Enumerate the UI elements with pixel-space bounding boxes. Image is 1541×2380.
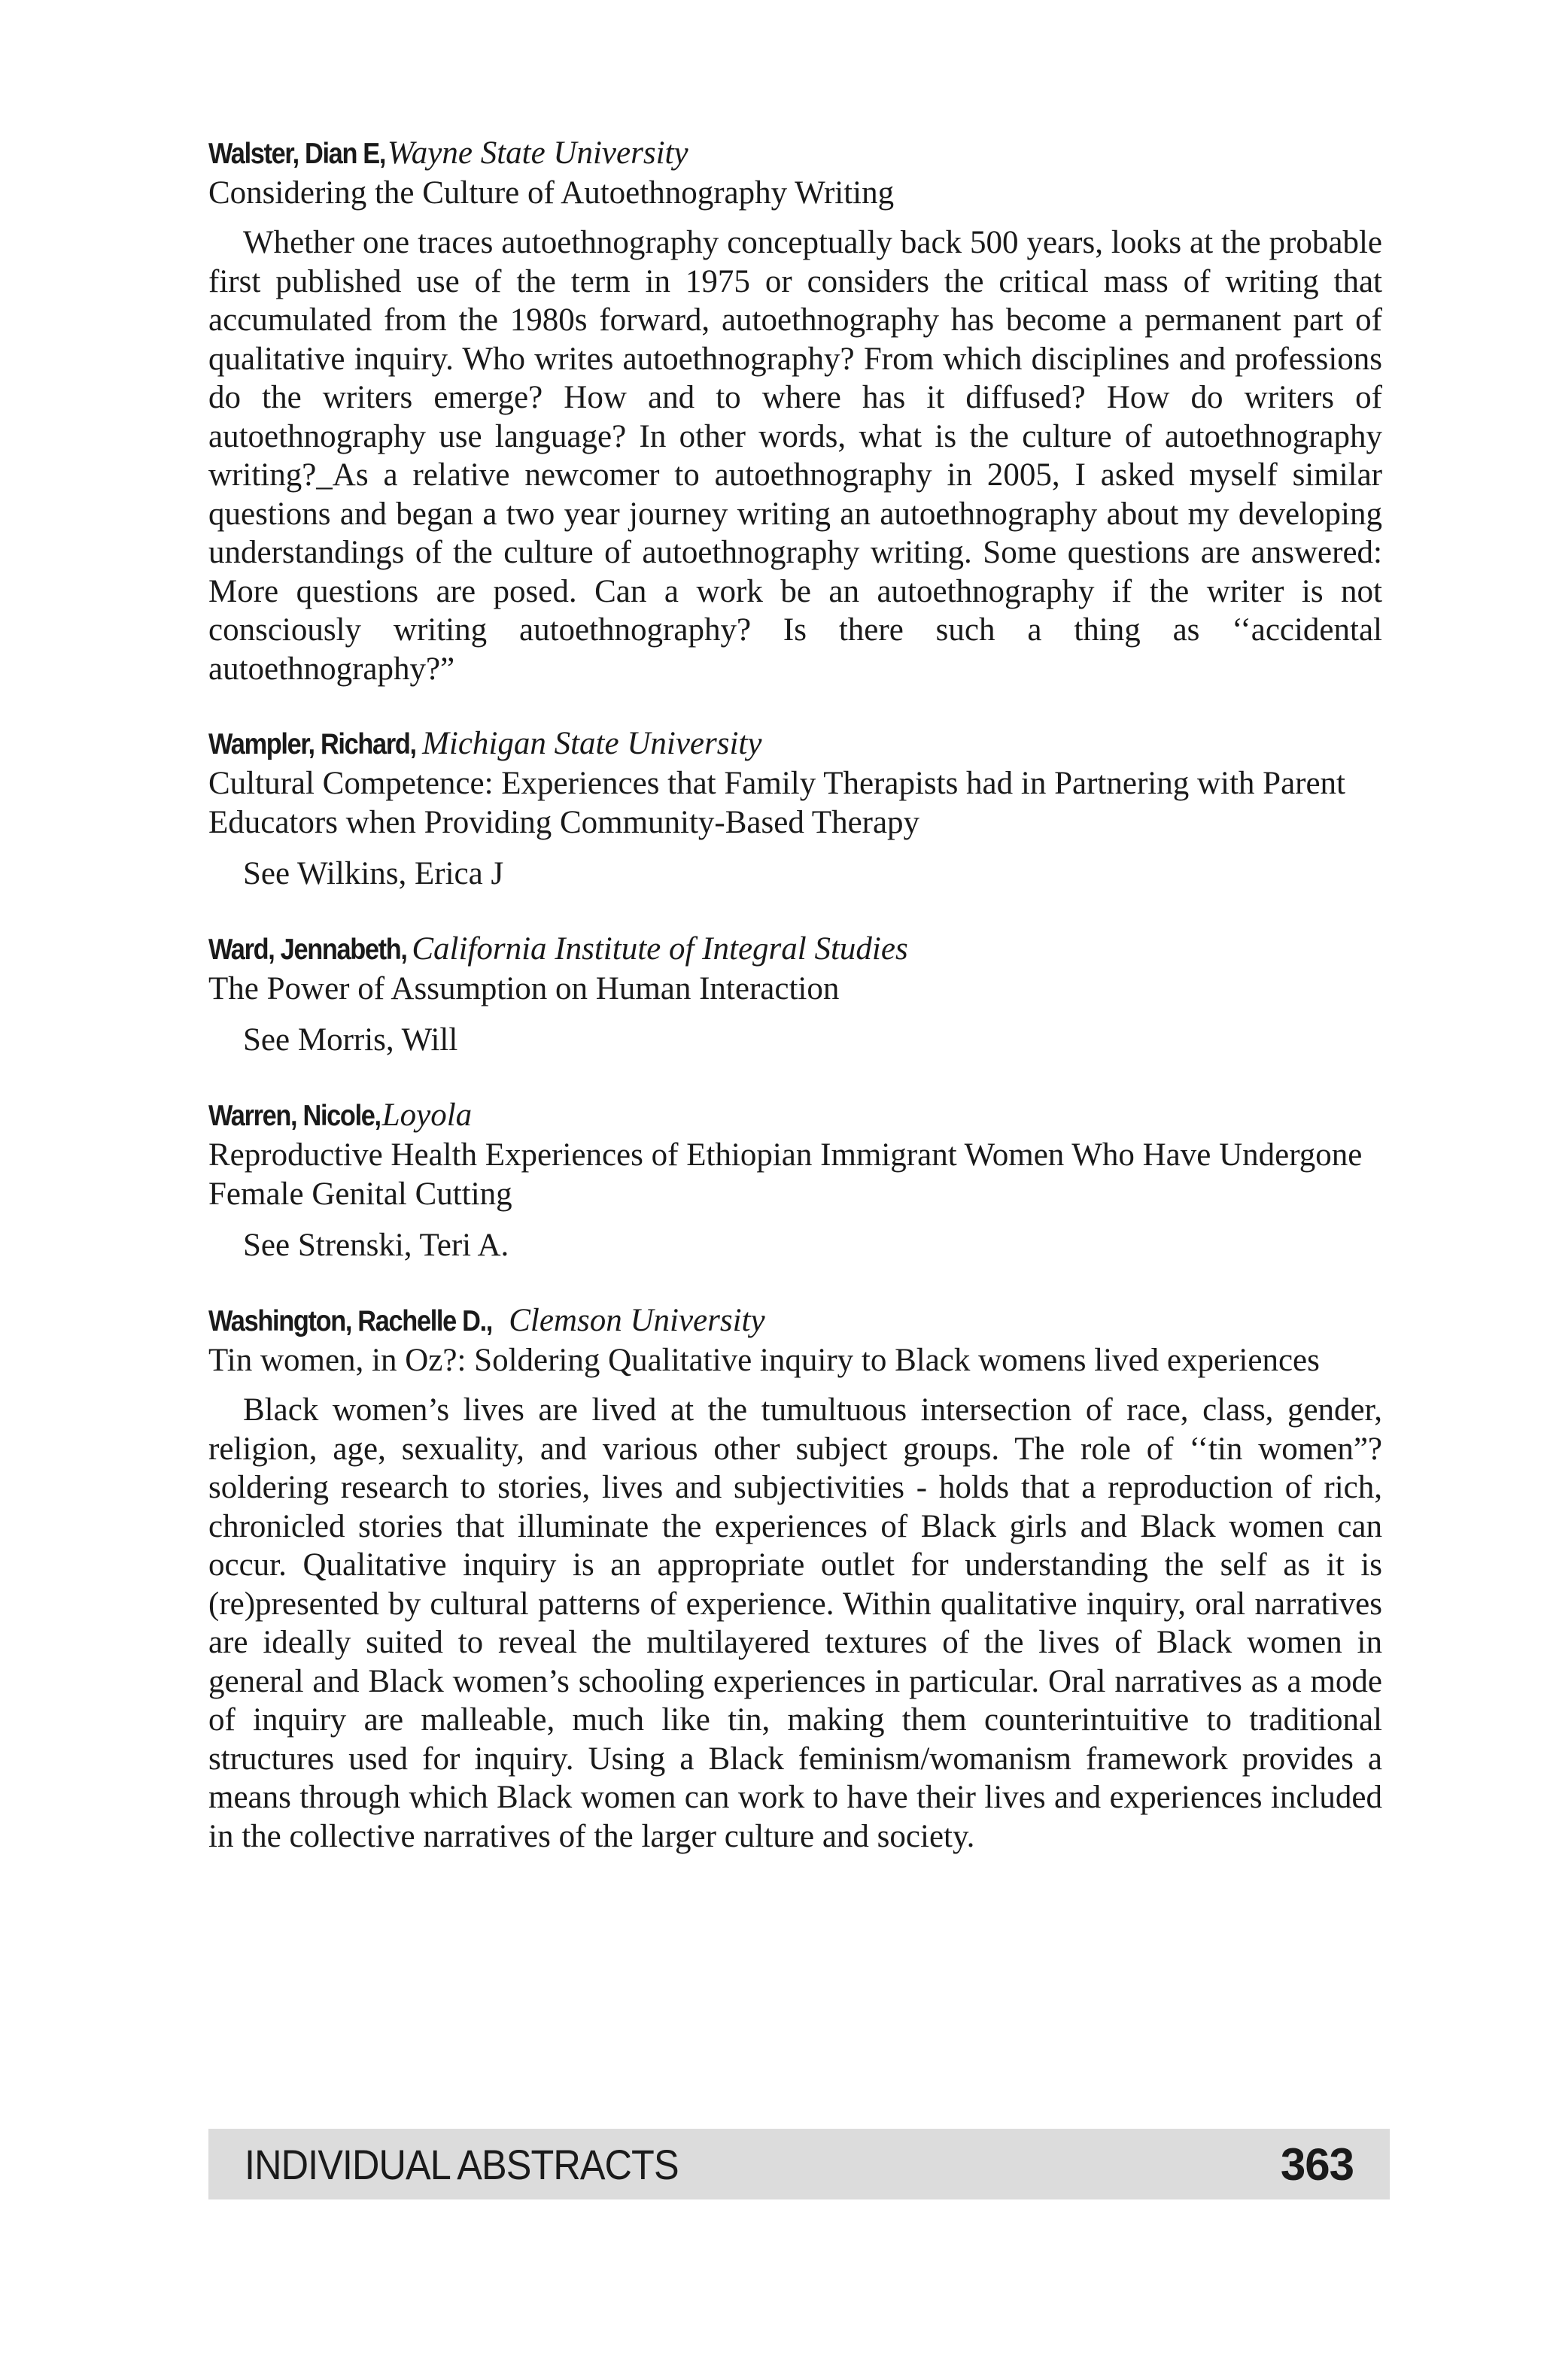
abstract-entry-ward [208, 930, 1382, 1060]
see-also-reference: See Strenski, Teri A. [243, 1228, 509, 1263]
author-affiliation: Loyola [381, 1097, 473, 1133]
author-name: Washington, Rachelle D., [208, 1305, 493, 1337]
author-affiliation: Wayne State University [387, 135, 688, 171]
entry-header [208, 134, 1382, 174]
abstract-title: Reproductive Health Experiences of Ethiopian Immigrant Women Who Have Undergone Female Genital Cutting [208, 1137, 1363, 1212]
abstract-entry-wampler [208, 724, 1382, 894]
entry-header [208, 930, 1382, 970]
abstract-entry-warren [208, 1096, 1382, 1265]
author-affiliation: Michigan State University [422, 726, 762, 761]
abstract-body: Black women’s lives are lived at the tumultuous intersection of race, class, gender, religion, age, sexuality, and various other subject groups. The role of ‘‘tin women”?soldering research to stories, lives and subjectivities - holds that a reproduction of rich, chronicled stories that illuminate the experiences of Black girls and Black women can occur. Qualitative inquiry is an appropriate outlet for understanding the self as it is (re)presented by cultural patterns of experience. Within qualitative inquiry, oral narratives are ideally suited to reveal the multilayered textures of the lives of Black women in general and Black women’s schooling experiences in particular. Oral narratives as a mode of inquiry are malleable, much like tin, making them counterintuitive to traditional structures used for inquiry. Using a Black feminism/womanism framework provides a means through which Black women can work to have their lives and experiences included in the collective narratives of the larger culture and society. [208, 1392, 1382, 1854]
abstract-entry-walster [208, 134, 1382, 688]
page-footer [208, 2129, 1390, 2199]
author-name: Wampler, Richard, [208, 728, 416, 760]
see-also-reference: See Morris, Will [243, 1022, 458, 1058]
page-number: 363 [1280, 2139, 1354, 2190]
abstract-title: Cultural Competence: Experiences that Family Therapists had in Partnering with Parent Educators when Providing Community-Based Therapy [208, 766, 1346, 840]
abstract-entry-washington [208, 1301, 1382, 1856]
entry-header [208, 1096, 1382, 1136]
abstracts-column [208, 134, 1382, 1892]
abstract-title: The Power of Assumption on Human Interaction [208, 971, 840, 1006]
entry-header [208, 1301, 1382, 1341]
author-name: Ward, Jennabeth, [208, 933, 407, 966]
author-name: Walster, Dian E, [208, 138, 386, 170]
author-affiliation: Clemson University [509, 1303, 765, 1338]
entry-header [208, 724, 1382, 764]
abstract-body: Whether one traces autoethnography conceptually back 500 years, looks at the probable first published use of the term in 1975 or considers the critical mass of writing that accumulated from the 1980s forward, autoethnography has become a permanent part of qualitative inquiry. Who writes autoethnography? From which disciplines and professions do the writers emerge? How and to where has it diffused? How do writers of autoethnography use language? In other words, what is the culture of autoethnography writing?_As a relative newcomer to autoethnography in 2005, I asked myself similar questions and began a two year journey writing an autoethnography about my developing understandings of the culture of autoethnography writing. Some questions are answered: More questions are posed. Can a work be an autoethnography if the writer is not consciously writing autoethnography? Is there such a thing as ‘‘accidental autoethnography?” [208, 225, 1382, 687]
abstract-title: Tin women, in Oz?: Soldering Qualitative inquiry to Black womens lived experiences [208, 1343, 1320, 1378]
author-affiliation: California Institute of Integral Studies [412, 931, 908, 967]
abstract-title: Considering the Culture of Autoethnography Writing [208, 175, 895, 211]
section-label: INDIVIDUAL ABSTRACTS [245, 2140, 679, 2188]
author-name: Warren, Nicole, [208, 1100, 381, 1132]
see-also-reference: See Wilkins, Erica J [243, 856, 504, 891]
